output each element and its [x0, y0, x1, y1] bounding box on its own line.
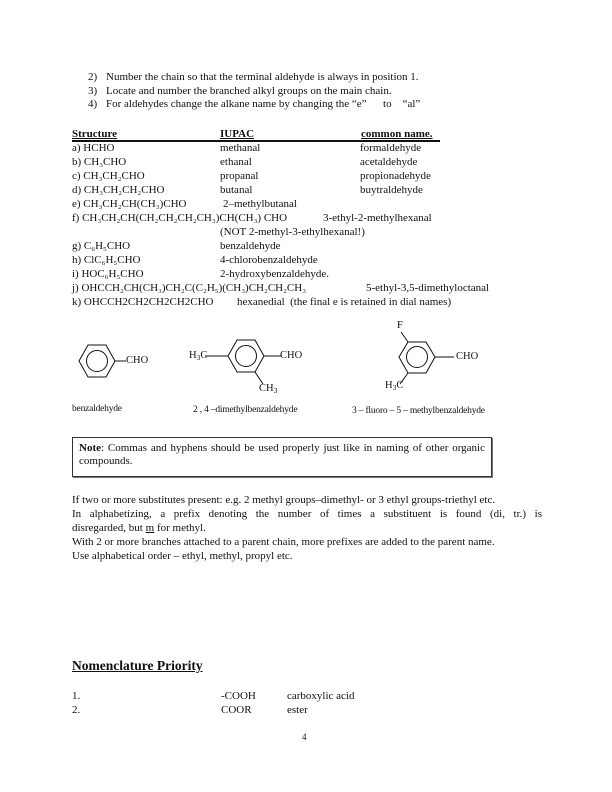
cho-label: CHO	[456, 351, 479, 362]
table-row-note: (NOT 2-methyl-3-ethylhexanal!)	[220, 226, 365, 238]
cho-label: CHO	[126, 355, 149, 366]
paragraph: Use alphabetical order – ethyl, methyl, propyl etc.	[72, 550, 293, 562]
paragraph: disregarded, but m for methyl.	[72, 522, 206, 534]
table-row-structure: i) HOC₆H₅CHO	[72, 268, 144, 280]
step-item: 2) Number the chain so that the terminal aldehyde is always in position 1.	[88, 71, 419, 83]
table-row-iupac: ethanal	[220, 156, 252, 168]
step-item: 4) For aldehydes change the alkane name by changing the “e” to “al”	[88, 98, 421, 110]
table-row-structure: h) ClC₆H₅CHO	[72, 254, 141, 266]
header-common-name: common name.	[361, 128, 433, 140]
table-row-structure: g) C₆H₅CHO	[72, 240, 131, 252]
table-row-iupac: propanal	[220, 170, 259, 182]
table-row-structure: a) HCHO	[72, 142, 115, 154]
table-row-structure: e) CH₃CH₂CH(CH₃)CHO	[72, 198, 187, 210]
priority-name: ester	[287, 704, 308, 716]
structure-caption: 3 – fluoro – 5 – methylbenzaldehyde	[352, 406, 485, 416]
table-row-iupac: benzaldehyde	[220, 240, 281, 252]
ch3-label: $CH_3$	[259, 383, 278, 395]
structure-caption: benzaldehyde	[72, 404, 122, 414]
header-structure: Structure	[72, 128, 118, 140]
table-row-common: acetaldehyde	[360, 156, 418, 168]
cho-label: CHO	[280, 350, 303, 361]
priority-num: 2.	[72, 704, 81, 716]
table-row-structure: k) OHCCH2CH2CH2CH2CHO	[72, 296, 214, 308]
table-row-structure: j) OHCCH₂CH(CH₃)CH₂C(C₂H₅)(CH₃)CH₂CH₂CH₃	[72, 282, 307, 294]
paragraph: If two or more substitutes present: e.g. 2 methyl groups–dimethyl- or 3 ethyl groups-triethyl etc.	[72, 494, 496, 506]
h3c-label: $H_3C$	[189, 350, 208, 362]
table-row-iupac: 3-ethyl-2-methylhexanal	[323, 212, 432, 224]
table-row-common: propionadehyde	[360, 170, 431, 182]
header-iupac: IUPAC	[220, 128, 255, 140]
table-row-iupac: hexanedial (the final e is retained in dial names)	[237, 296, 452, 308]
table-row-iupac: 2–methylbutanal	[223, 198, 297, 210]
table-row-iupac: 4-chlorobenzaldehyde	[220, 254, 318, 266]
priority-name: carboxylic acid	[287, 690, 355, 702]
table-row-common: buytraldehyde	[360, 184, 423, 196]
naming-steps-list	[88, 71, 420, 112]
table-row-structure: b) CH₃CHO	[72, 156, 127, 168]
priority-group: -COOH	[221, 690, 256, 702]
fluorine-label: F	[397, 320, 403, 331]
priority-num: 1.	[72, 690, 81, 702]
dimethylbenzaldehyde-structure	[205, 336, 285, 386]
table-row-structure: f) CH₃CH₂CH(CH₂CH₂CH₂CH₃)CH(CH₃) CHO	[72, 212, 288, 224]
h3c-label: $H_3C$	[385, 380, 404, 392]
note-box	[72, 437, 492, 477]
table-row-iupac: butanal	[220, 184, 253, 196]
section-title: Nomenclature Priority	[72, 658, 203, 673]
table-row-structure: d) CH₃CH₂CH₂CHO	[72, 184, 165, 196]
note-label: Note	[79, 442, 101, 454]
note-text: : Commas and hyphens should be used properly just like in naming of other organic compounds.	[79, 442, 485, 467]
benzaldehyde-structure	[70, 340, 130, 382]
table-row-iupac: 5-ethyl-3,5-dimethyloctanal	[366, 282, 490, 294]
step-item: 3) Locate and number the branched alkyl groups on the main chain.	[88, 84, 392, 97]
priority-group: COOR	[221, 704, 252, 716]
table-row-iupac: 2-hydroxybenzaldehyde.	[220, 268, 330, 280]
structure-caption: 2 , 4 –dimethylbenzaldehyde	[193, 405, 298, 415]
page-number: 4	[302, 732, 307, 742]
paragraph: With 2 or more branches attached to a parent chain, more prefixes are added to the parent name.	[72, 536, 495, 548]
table-row-iupac: methanal	[220, 142, 261, 154]
paragraph: In alphabetizing, a prefix denoting the number of times a substituent is found (di, tr.) is	[72, 508, 542, 520]
table-row-common: formaldehyde	[360, 142, 422, 154]
table-row-structure: c) CH₃CH₂CHO	[72, 170, 145, 182]
